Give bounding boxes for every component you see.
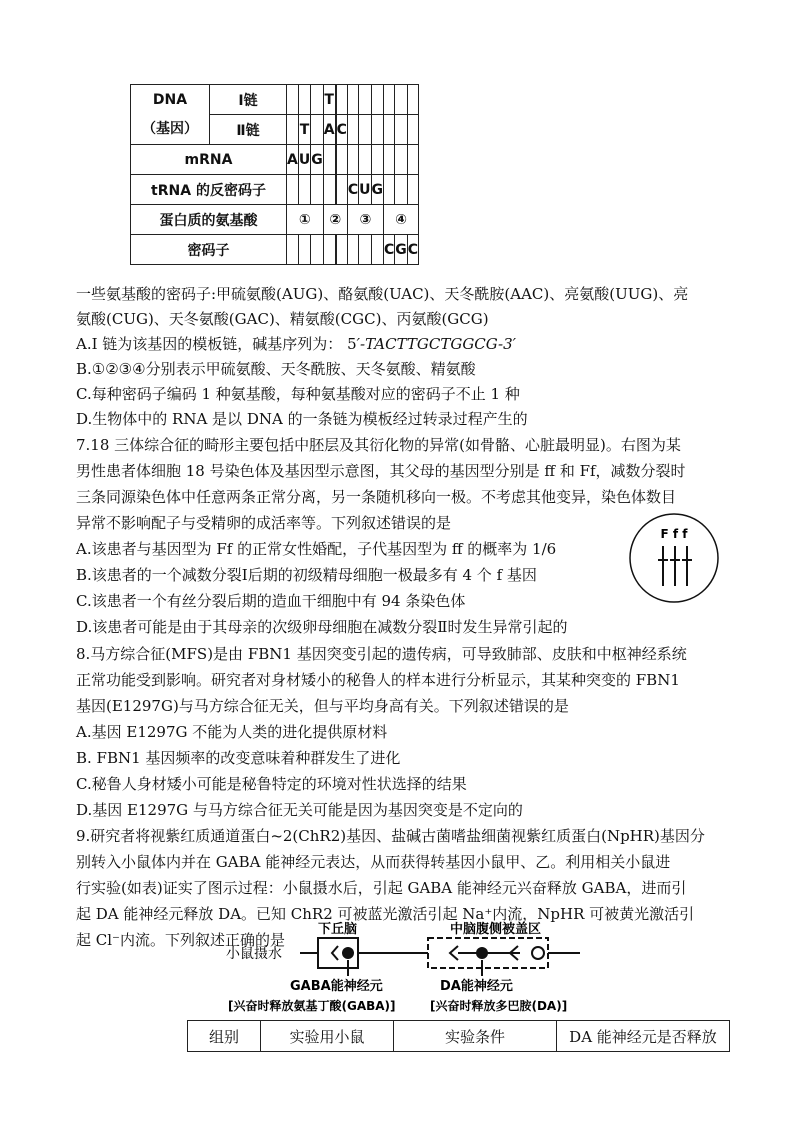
chain1-cell — [384, 85, 395, 115]
option-c: C.每种密码子编码 1 种氨基酸，每种氨基酸对应的密码子不止 1 种 — [76, 385, 520, 403]
codon-cell — [347, 235, 358, 265]
q7-option-b: B.该患者的一个减数分裂Ⅰ后期的初级精母细胞一极最多有 4 个 f 基因 — [76, 566, 537, 584]
intro-line-1: 一些氨基酸的密码子:甲硫氨酸(AUG)、酪氨酸(UAC)、天冬酰胺(AAC)、亮氨酸(UUG)、亮 — [76, 285, 689, 303]
trna-cell: U — [359, 175, 371, 205]
header-condition: 实验条件 — [394, 1021, 557, 1052]
q8-option-d: D.基因 E1297G 与马方综合征无关可能是因为基因突变是不定向的 — [76, 801, 523, 819]
chain2-cell — [311, 115, 324, 145]
vta-label: 中脑腹侧被盖区 — [450, 922, 542, 937]
chain1-cell — [407, 85, 418, 115]
mrna-label: mRNA — [131, 145, 287, 175]
trna-cell — [323, 175, 335, 205]
option-a — [76, 331, 516, 357]
mrna-cell — [407, 145, 418, 175]
q8-option-c: C.秘鲁人身材矮小可能是秘鲁特定的环境对性状选择的结果 — [76, 775, 467, 793]
da-note: [兴奋时释放多巴胺(DA)] — [430, 999, 568, 1013]
header-release: DA 能神经元是否释放 — [557, 1021, 730, 1052]
codon-cell: C — [407, 235, 418, 265]
codon-cell — [298, 235, 310, 265]
chromosome-figure — [628, 512, 720, 604]
q7-line-1: 7.18 三体综合征的畸形主要包括中胚层及其衍化物的异常(如骨骼、心脏最明显)。右图为某 — [76, 436, 681, 454]
codon-cell — [336, 235, 347, 265]
chain2-cell — [287, 115, 299, 145]
chain1-cell — [395, 85, 408, 115]
gaba-neuron-body — [342, 947, 354, 959]
q9-line-2: 别转入小鼠体内并在 GABA 能神经元表达，从而获得转基因小鼠甲、乙。利用相关小鼠进 — [76, 853, 671, 871]
q8-option-a: A.基因 E1297G 不能为人类的进化提供原材料 — [76, 723, 388, 741]
header-mouse: 实验用小鼠 — [261, 1021, 394, 1052]
q9-line-1: 9.研究者将视紫红质通道蛋白~2(ChR2)基因、盐碱古菌嗜盐细菌视紫红质蛋白(NpHR)基因分 — [76, 827, 705, 845]
chain2-cell — [407, 115, 418, 145]
chain2-cell — [347, 115, 358, 145]
gaba-note: [兴奋时释放氨基丁酸(GABA)] — [228, 999, 396, 1013]
chain2-cell: T — [298, 115, 310, 145]
codon-cell — [311, 235, 324, 265]
chain2-cell — [359, 115, 371, 145]
q7-option-c: C.该患者一个有丝分裂后期的造血干细胞中有 94 条染色体 — [76, 592, 466, 610]
chain1-cell — [311, 85, 324, 115]
mrna-cell: U — [298, 145, 310, 175]
q7-option-a: A.该患者与基因型为 Ff 的正常女性婚配，子代基因型为 ff 的概率为 1/6 — [76, 540, 557, 558]
chain2-cell — [384, 115, 395, 145]
chain1-cell — [336, 85, 347, 115]
codon-cell — [371, 235, 384, 265]
amino-3: ③ — [347, 205, 383, 235]
codon-cell — [323, 235, 335, 265]
amino-4: ④ — [384, 205, 419, 235]
codon-label: 密码子 — [131, 235, 287, 265]
codon-cell: G — [395, 235, 408, 265]
trna-cell — [287, 175, 299, 205]
chain1-cell — [298, 85, 310, 115]
q8-line-3: 基因(E1297G)与马方综合征无关，但与平均身高有关。下列叙述错误的是 — [76, 697, 569, 715]
neuron-pathway-figure — [220, 918, 600, 1018]
trna-cell — [311, 175, 324, 205]
mrna-cell — [384, 145, 395, 175]
trna-cell — [395, 175, 408, 205]
option-b: B.①②③④分别表示甲硫氨酸、天冬酰胺、天冬氨酸、精氨酸 — [76, 360, 476, 378]
codon-cell — [359, 235, 371, 265]
q7-line-3: 三条同源染色体中任意两条正常分离，另一条随机移向一极。不考虑其他变异，染色体数目 — [76, 488, 677, 506]
q8-line-1: 8.马方综合征(MFS)是由 FBN1 基因突变引起的遗传病，可导致肺部、皮肤和中枢神经系统 — [76, 645, 687, 663]
chain2-cell — [395, 115, 408, 145]
mrna-cell — [323, 145, 335, 175]
q7-line-4: 异常不影响配子与受精卵的成活率等。下列叙述错误的是 — [76, 514, 452, 532]
trna-cell: C — [347, 175, 358, 205]
option-a-sequence: ′-TACTTGCTGGCG-3′ — [356, 335, 517, 353]
chain1-cell: T — [323, 85, 335, 115]
codon-table — [130, 84, 419, 265]
trna-cell: G — [371, 175, 384, 205]
trna-cell — [407, 175, 418, 205]
amino-2: ② — [323, 205, 347, 235]
mrna-cell — [347, 145, 358, 175]
mrna-cell — [371, 145, 384, 175]
experiment-header-row — [188, 1021, 730, 1052]
q9-line-3: 行实验(如表)证实了图示过程：小鼠摄水后，引起 GABA 能神经元兴奋释放 GABA，进而引 — [76, 879, 687, 897]
q9-line-5: 起 Cl⁻内流。下列叙述正确的是 — [76, 931, 285, 949]
codon-cell — [287, 235, 299, 265]
trna-cell — [298, 175, 310, 205]
da-neuron-body — [476, 947, 488, 959]
mrna-cell: G — [311, 145, 324, 175]
option-d: D.生物体中的 RNA 是以 DNA 的一条链为模板经过转录过程产生的 — [76, 410, 528, 428]
q7-line-2: 男性患者体细胞 18 号染色体及基因型示意图，其父母的基因型分别是 ff 和 Ff，减数分裂时 — [76, 462, 686, 480]
chain1-label: Ⅰ链 — [210, 85, 287, 115]
q8-line-2: 正常功能受到影响。研究者对身材矮小的秘鲁人的样本进行分析显示，其某种突变的 FBN1 — [76, 671, 680, 689]
chain2-cell — [371, 115, 384, 145]
chain1-cell — [347, 85, 358, 115]
trna-cell — [384, 175, 395, 205]
pathway-lines — [300, 938, 580, 976]
mrna-cell — [336, 145, 347, 175]
option-a-text: A.I 链为该基因的模板链，碱基序列为： 5 — [76, 335, 357, 353]
mrna-cell — [359, 145, 371, 175]
chromosome-genes: F f f — [660, 527, 688, 541]
chain2-cell: A — [323, 115, 335, 145]
water-label: 小鼠摄水 — [226, 946, 282, 962]
q7-option-d: D.该患者可能是由于其母亲的次级卵母细胞在减数分裂Ⅱ时发生异常引起的 — [76, 618, 568, 636]
amino-label: 蛋白质的氨基酸 — [131, 205, 287, 235]
intro-line-2: 氨酸(CUG)、天冬氨酸(GAC)、精氨酸(CGC)、丙氨酸(GCG) — [76, 310, 489, 328]
trna-cell — [336, 175, 347, 205]
chain2-cell: C — [336, 115, 347, 145]
q9-line-4: 起 DA 能神经元释放 DA。已知 ChR2 可被蓝光激活引起 Na⁺内流，NpHR 可被黄光激活引 — [76, 905, 695, 923]
dna-label-cell: DNA （基因） — [131, 85, 210, 145]
mrna-cell: A — [287, 145, 299, 175]
gaba-neuron-label: GABA能神经元 — [290, 979, 383, 994]
chain2-label: Ⅱ链 — [210, 115, 287, 145]
codon-cell: C — [384, 235, 395, 265]
chain1-cell — [287, 85, 299, 115]
header-group: 组别 — [188, 1021, 261, 1052]
hypothalamus-label: 下丘脑 — [318, 922, 358, 937]
experiment-table — [187, 1020, 730, 1052]
chain1-cell — [371, 85, 384, 115]
da-neuron-label: DA能神经元 — [440, 979, 513, 994]
q8-option-b: B. FBN1 基因频率的改变意味着种群发生了进化 — [76, 749, 401, 767]
chain1-cell — [359, 85, 371, 115]
amino-1: ① — [287, 205, 324, 235]
trna-label: tRNA 的反密码子 — [131, 175, 287, 205]
mrna-cell — [395, 145, 408, 175]
